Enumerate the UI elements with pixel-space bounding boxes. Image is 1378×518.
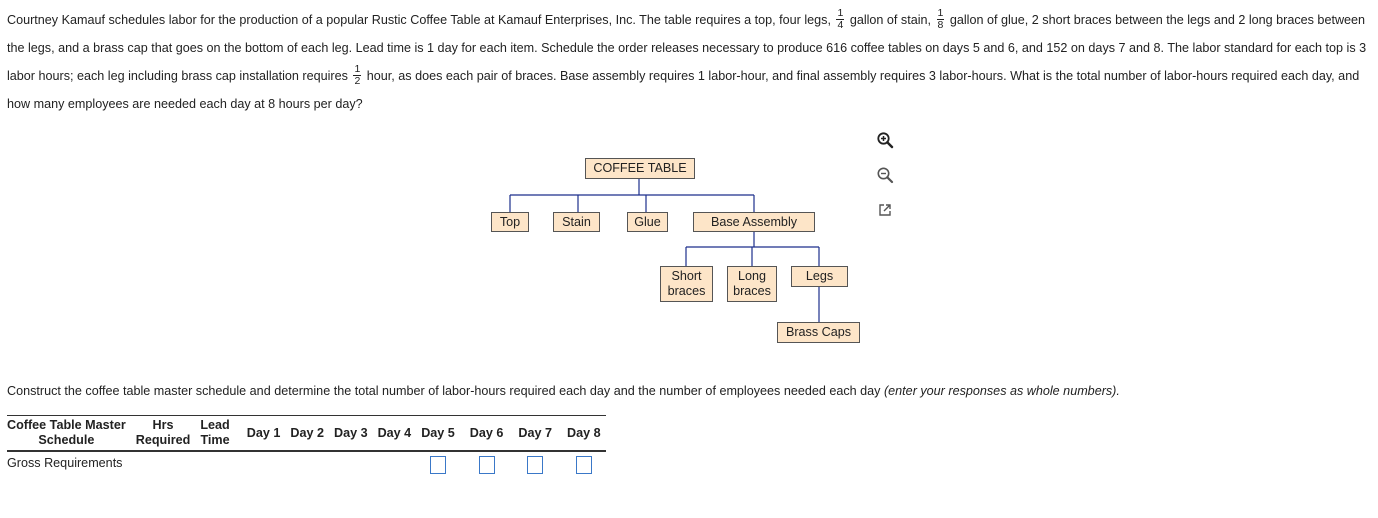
cell-day-4 — [373, 451, 417, 478]
cell-day-1 — [235, 451, 286, 478]
zoom-in-button[interactable] — [875, 130, 895, 150]
node-coffee-table: COFFEE TABLE — [585, 158, 695, 179]
cell-day-3 — [329, 451, 373, 478]
gross-req-day-8-input[interactable] — [576, 456, 592, 474]
long-braces-line-1: Long — [737, 269, 767, 283]
header-hrs-line-1: Hrs — [152, 418, 174, 432]
header-schedule-line-2: Schedule — [38, 433, 95, 447]
zoom-out-button[interactable] — [875, 165, 895, 185]
instructions-note: (enter your responses as whole numbers). — [883, 384, 1120, 398]
popout-button[interactable] — [875, 200, 895, 220]
popout-icon — [876, 201, 894, 219]
node-top: Top — [491, 212, 529, 232]
header-day-5: Day 5 — [416, 416, 460, 452]
fraction-one-half: $\frac{1}{2}$ — [354, 63, 361, 88]
node-glue: Glue — [627, 212, 668, 232]
header-hrs-required — [131, 416, 196, 452]
zoom-out-icon — [876, 166, 894, 184]
cell-lead-time — [195, 451, 234, 478]
node-legs: Legs — [791, 266, 848, 287]
master-schedule-table — [7, 415, 606, 478]
zoom-in-icon — [876, 131, 894, 149]
short-braces-line-1: Short — [671, 269, 702, 283]
header-lead-line-1: Lead — [200, 418, 230, 432]
gross-req-day-5-input[interactable] — [430, 456, 446, 474]
header-day-4: Day 4 — [373, 416, 417, 452]
instructions — [7, 384, 1120, 398]
node-long-braces — [727, 266, 777, 302]
problem-text-4: hour, as does each pair of braces. Base assembly requires 1 labor-hour, and final assembly requires 3 labor-hours. What is the total number of labor-hours required each day, and how many employees are needed each day at 8 hours per day? — [7, 69, 1360, 111]
problem-text-1: Courtney Kamauf schedules labor for the production of a popular Rustic Coffee Table at Kamauf Enterprises, Inc. The table requires a top, four legs, — [7, 13, 831, 27]
header-schedule-line-1: Coffee Table Master — [7, 418, 126, 432]
fraction-one-quarter: $\frac{1}{4}$ — [837, 7, 844, 32]
table-header-row — [7, 416, 606, 452]
cell-day-2 — [285, 451, 329, 478]
header-day-1: Day 1 — [235, 416, 286, 452]
problem-text-2: gallon of stain, — [849, 13, 932, 27]
header-lead-line-2: Time — [200, 433, 230, 447]
gross-req-day-6-input[interactable] — [479, 456, 495, 474]
short-braces-line-2: braces — [667, 284, 706, 298]
header-day-7: Day 7 — [508, 416, 557, 452]
fraction-one-eighth: $\frac{1}{8}$ — [937, 7, 944, 32]
header-hrs-line-2: Required — [135, 433, 191, 447]
cell-day-8 — [557, 451, 606, 478]
instructions-text: Construct the coffee table master schedule and determine the total number of labor-hours required each day and the number of employees needed each day — [7, 384, 881, 398]
table-row — [7, 451, 606, 478]
node-brass-caps: Brass Caps — [777, 322, 860, 343]
problem-text-3: gallon of glue, 2 short braces between the legs and 2 long braces between the legs, and a brass cap that goes on the bottom of each leg. Lead time is 1 day for each item. Schedule the order releases necessary to produce 616 coffee tables on days 5 and 6, and 152 on days 7 and 8. The labor standard for each top is 3 labor hours; each leg including brass cap installation requires — [7, 13, 1367, 83]
cell-hrs-required — [131, 451, 196, 478]
long-braces-line-2: braces — [733, 284, 771, 298]
header-day-6: Day 6 — [460, 416, 509, 452]
node-stain: Stain — [553, 212, 600, 232]
header-day-2: Day 2 — [285, 416, 329, 452]
header-day-8: Day 8 — [557, 416, 606, 452]
node-short-braces — [660, 266, 713, 302]
header-day-3: Day 3 — [329, 416, 373, 452]
node-base-assembly: Base Assembly — [693, 212, 815, 232]
problem-statement — [7, 6, 1371, 118]
gross-req-day-7-input[interactable] — [527, 456, 543, 474]
header-lead-time — [195, 416, 234, 452]
cell-day-6 — [460, 451, 509, 478]
cell-day-5 — [416, 451, 460, 478]
header-schedule — [7, 416, 131, 452]
cell-day-7 — [508, 451, 557, 478]
row-label-gross-requirements: Gross Requirements — [7, 456, 123, 470]
figure-toolbar — [875, 130, 897, 235]
